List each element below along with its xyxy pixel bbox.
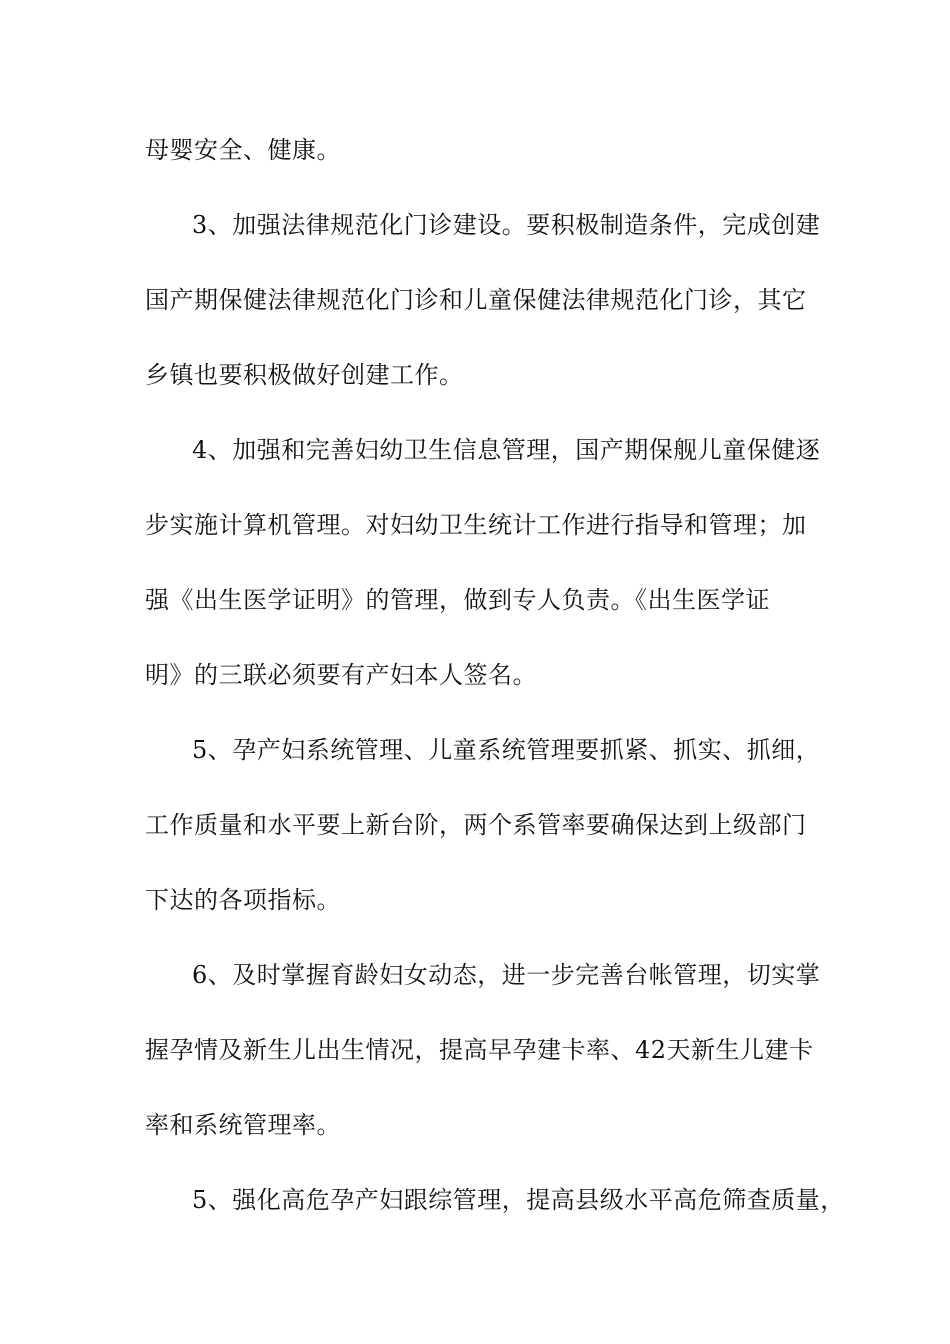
paragraph-4-line-3: 强《出生医学证明》的管理，做到专人负责。《出生医学证 bbox=[145, 586, 770, 614]
paragraph-6-line-1: 6、及时掌握育龄妇女动态，进一步完善台帐管理，切实掌 bbox=[192, 961, 821, 989]
paragraph-6-line-3: 率和系统管理率。 bbox=[145, 1111, 341, 1139]
paragraph-4-line-4: 明》的三联必须要有产妇本人签名。 bbox=[145, 661, 537, 689]
paragraph-5-line-3: 下达的各项指标。 bbox=[145, 886, 341, 914]
paragraph-4-line-1: 4、加强和完善妇幼卫生信息管理，国产期保舰儿童保健逐 bbox=[192, 436, 821, 464]
paragraph-3-line-1: 3、加强法律规范化门诊建设。要积极制造条件，完成创建 bbox=[192, 211, 821, 239]
paragraph-4-line-2: 步实施计算机管理。对妇幼卫生统计工作进行指导和管理；加 bbox=[145, 511, 807, 539]
paragraph-6-line-2: 握孕情及新生儿出生情况，提高早孕建卡率、42天新生儿建卡 bbox=[145, 1036, 814, 1064]
paragraph-3-line-3: 乡镇也要积极做好创建工作。 bbox=[145, 361, 464, 389]
text-line-1: 母婴安全、健康。 bbox=[145, 136, 341, 164]
paragraph-5-line-1: 5、孕产妇系统管理、儿童系统管理要抓紧、抓实、抓细， bbox=[192, 736, 821, 764]
paragraph-7-line-1: 5、强化高危孕产妇跟综管理，提高县级水平高危筛查质量， bbox=[192, 1186, 845, 1214]
paragraph-3-line-2: 国产期保健法律规范化门诊和儿童保健法律规范化门诊，其它 bbox=[145, 286, 807, 314]
paragraph-5-line-2: 工作质量和水平要上新台阶，两个系管率要确保达到上级部门 bbox=[145, 811, 807, 839]
